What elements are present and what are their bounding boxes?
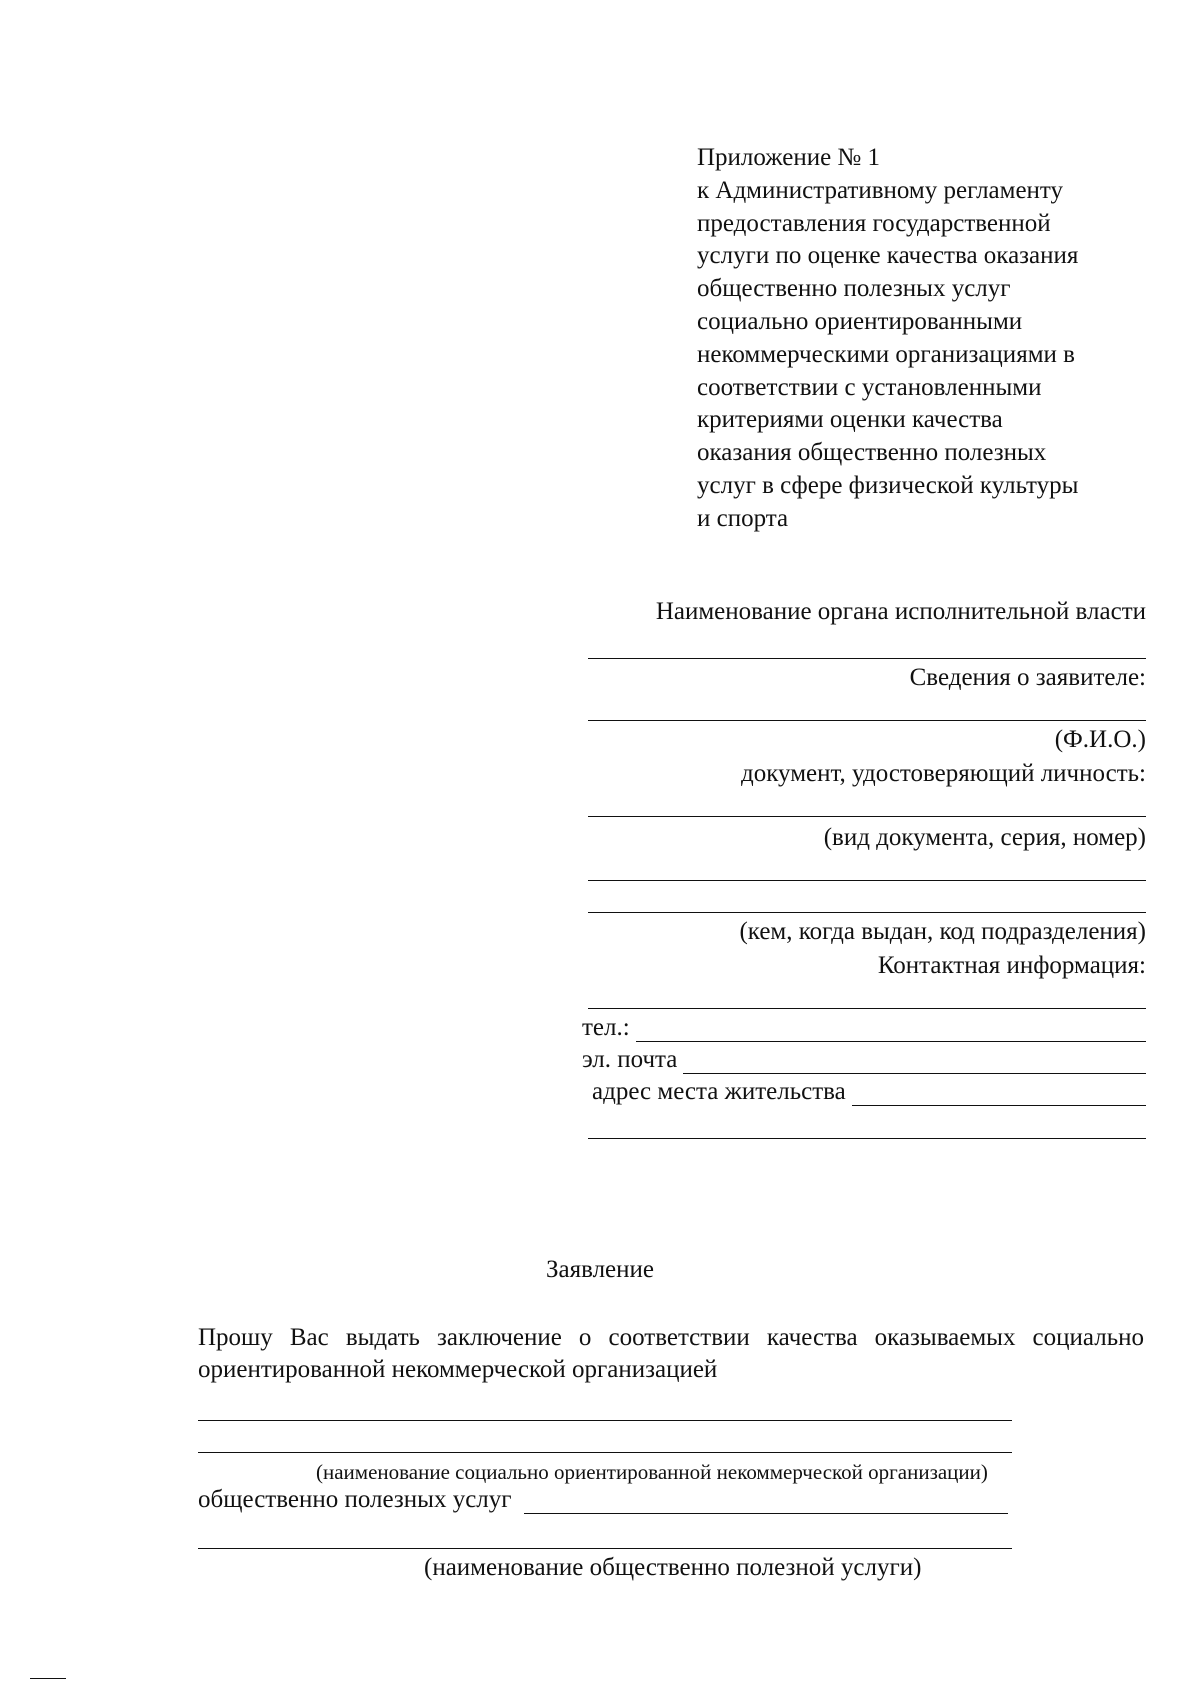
email-field[interactable] xyxy=(683,1051,1146,1074)
org-line-1[interactable] xyxy=(198,1420,1012,1421)
appendix-line: и спорта xyxy=(697,504,789,532)
phone-label: тел.: xyxy=(582,1014,630,1041)
issued-line-2[interactable] xyxy=(588,912,1146,913)
statement-title: Заявление xyxy=(545,1256,655,1283)
doc-type-caption: (вид документа, серия, номер) xyxy=(823,824,1146,851)
org-line-2[interactable] xyxy=(198,1452,1012,1453)
contact-label: Контактная информация: xyxy=(877,952,1146,979)
footnote-separator xyxy=(30,1678,66,1679)
address-row xyxy=(592,1078,1146,1106)
contact-line[interactable] xyxy=(588,1008,1146,1009)
address-field[interactable] xyxy=(852,1083,1146,1106)
appendix-line: критериями оценки качества xyxy=(697,406,1003,434)
service-name-line[interactable] xyxy=(198,1548,1012,1549)
services-field[interactable] xyxy=(524,1491,1008,1514)
address-line-2[interactable] xyxy=(588,1138,1146,1139)
issued-line-1[interactable] xyxy=(588,880,1146,881)
authority-line[interactable] xyxy=(588,658,1146,659)
appendix-line: к Административному регламенту xyxy=(697,176,1064,204)
appendix-line: соответствии с установленными xyxy=(697,373,1042,401)
appendix-line: Приложение № 1 xyxy=(697,144,881,171)
appendix-line: общественно полезных услуг xyxy=(697,275,1011,303)
appendix-line: социально ориентированными xyxy=(697,307,1023,335)
appendix-line: оказания общественно полезных xyxy=(697,439,1047,467)
applicant-label: Сведения о заявителе: xyxy=(909,664,1146,691)
appendix-reference xyxy=(697,142,1157,536)
appendix-line: некоммерческими организациями в xyxy=(697,340,1075,368)
phone-row xyxy=(582,1014,1146,1042)
phone-field[interactable] xyxy=(636,1019,1146,1042)
email-row xyxy=(582,1046,1146,1074)
id-document-label: документ, удостоверяющий личность: xyxy=(741,760,1146,787)
fio-line[interactable] xyxy=(588,720,1146,721)
services-label: общественно полезных услуг xyxy=(198,1486,512,1513)
fio-caption: (Ф.И.О.) xyxy=(1054,726,1146,753)
address-label: адрес места жительства xyxy=(592,1078,846,1105)
appendix-line: услуги по оценке качества оказания xyxy=(697,242,1079,270)
service-caption: (наименование общественно полезной услуги) xyxy=(424,1554,922,1581)
appendix-line: услуг в сфере физической культуры xyxy=(697,471,1079,499)
org-caption: (наименование социально ориентированной некоммерческой организации) xyxy=(316,1460,988,1484)
appendix-line: предоставления государственной xyxy=(697,209,1051,237)
email-label: эл. почта xyxy=(582,1046,678,1073)
authority-label: Наименование органа исполнительной власти xyxy=(655,598,1146,625)
issued-caption: (кем, когда выдан, код подразделения) xyxy=(739,918,1146,945)
statement-body: Прошу Вас выдать заключение о соответствии качества оказываемых социально ориентированной некоммерческой организацией xyxy=(198,1324,1144,1383)
services-row xyxy=(198,1486,1008,1514)
doc-type-line[interactable] xyxy=(588,816,1146,817)
